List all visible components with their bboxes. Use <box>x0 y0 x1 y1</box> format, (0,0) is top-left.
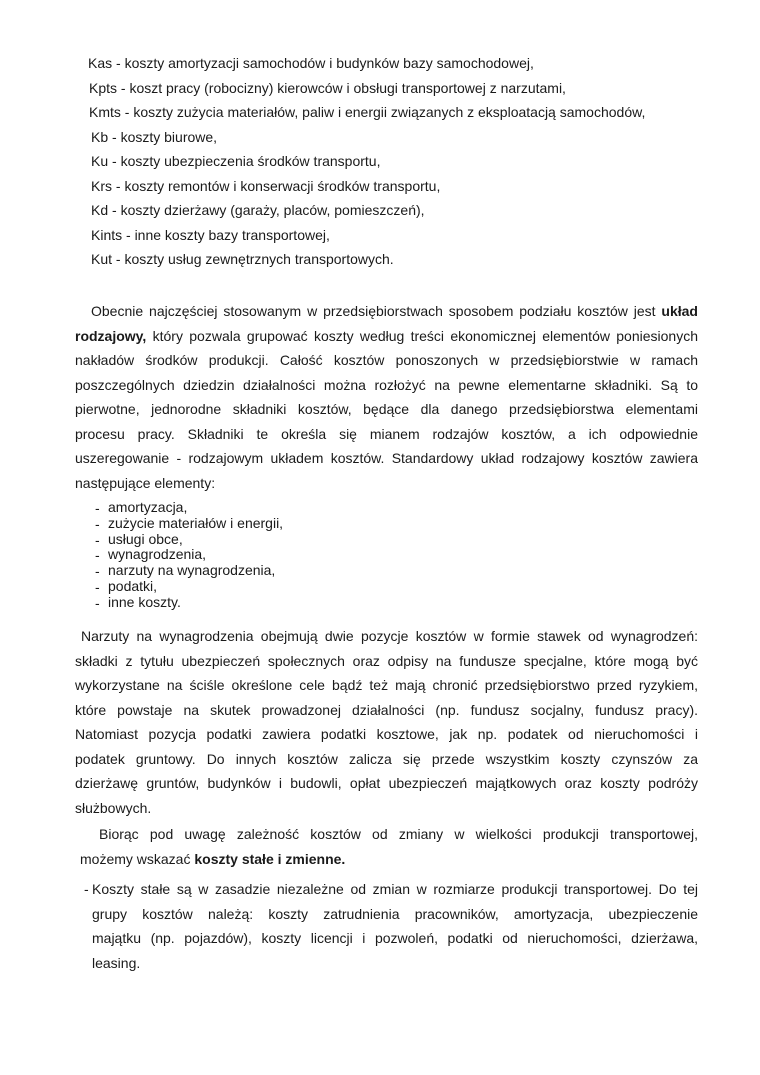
paragraph-cost-types <box>75 299 698 495</box>
bold-term: koszty stałe i zmienne. <box>194 850 346 867</box>
paragraph-line: Narzuty na wynagrodzenia obejmują dwie pozycje kosztów w formie stawek od wynagrodzeń: <box>81 628 698 644</box>
paragraph-line: procesu pracy. Składniki te określa się mianem rodzajów kosztów, a ich odpowiednie <box>75 425 698 442</box>
list-item: Krs - koszty remontów i konserwacji środków transportu, <box>91 177 441 194</box>
paragraph-line: nakładów środków produkcji. Całość kosztów ponoszonych w przedsiębiorstwie w ramach <box>75 352 698 368</box>
paragraph-line: następujące elementy: <box>75 474 216 491</box>
list-item: - narzuty na wynagrodzenia, <box>95 563 495 579</box>
list-item-text: usługi obce, <box>108 530 183 547</box>
text: który pozwala grupować koszty według treści ekonomicznej elementów poniesionych <box>146 327 698 344</box>
cost-elements-list <box>95 500 495 611</box>
paragraph-fixed-variable <box>80 822 698 871</box>
list-item: - usługi obce, <box>95 532 495 548</box>
paragraph-line: które powstaje na skutek prowadzonej działalności (np. fundusz socjalny, fundusz pracy). <box>75 701 698 718</box>
symbol-list <box>89 51 709 272</box>
paragraph-line: służbowych. <box>75 799 152 816</box>
list-item: Kas - koszty amortyzacji samochodów i budynków bazy samochodowej, <box>88 55 534 71</box>
paragraph-surcharges <box>75 624 698 820</box>
text: możemy wskazać <box>80 850 195 867</box>
paragraph-line <box>80 847 698 872</box>
paragraph-line: dzierżawę gruntów, budynków i budowli, opłat ubezpieczeń majątkowych oraz koszty podróży <box>75 775 698 791</box>
bold-term: rodzajowy, <box>75 327 147 344</box>
list-item-text: zużycie materiałów i energii, <box>108 514 284 531</box>
paragraph-line: wykorzystane na ściśle określone cele bądź też mają chronić przedsiębiorstwo przed ryzykiem, <box>75 677 698 693</box>
fixed-costs-item <box>84 877 698 975</box>
paragraph-line: podatek gruntowy. Do innych kosztów zalicza się przede wszystkim koszty czynszów za <box>75 750 698 767</box>
list-item: - inne koszty. <box>95 595 495 611</box>
dash-bullet: - <box>84 881 89 897</box>
list-item: - amortyzacja, <box>95 500 495 516</box>
paragraph-line: Koszty stałe są w zasadzie niezależne od zmian w rozmiarze produkcji transportowej. Do tej <box>92 881 698 897</box>
paragraph-line: składki z tytułu ubezpieczeń społecznych oraz odpisy na fundusze specjalne, które mogą być <box>75 652 698 669</box>
list-item: - zużycie materiałów i energii, <box>95 516 495 532</box>
paragraph-line: grupy kosztów należą: koszty zatrudnienia pracowników, amortyzacja, ubezpieczenie <box>92 905 698 922</box>
list-item-text: amortyzacja, <box>108 499 188 515</box>
paragraph-line: Natomiast pozycja podatki zawiera podatki kosztowe, jak np. podatek od nieruchomości i <box>75 726 698 742</box>
paragraph-line: leasing. <box>92 954 141 971</box>
list-item-text: inne koszty. <box>108 593 181 610</box>
list-item: - podatki, <box>95 579 495 595</box>
paragraph-line <box>91 299 698 324</box>
paragraph-line: pierwotne, jednorodne składniki kosztów, będące dla danego przedsiębiorstwa elementami <box>75 401 698 417</box>
bold-term: układ <box>661 303 698 319</box>
list-item-text: narzuty na wynagrodzenia, <box>108 562 276 579</box>
paragraph-line <box>75 324 698 349</box>
list-item: Kb - koszty biurowe, <box>91 128 218 145</box>
list-item-text: podatki, <box>108 577 158 594</box>
list-item: Kut - koszty usług zewnętrznych transportowych. <box>91 251 394 267</box>
list-item-text: wynagrodzenia, <box>108 546 207 563</box>
paragraph-line: poszczególnych dziedzin działalności można rozłożyć na pewne elementarne składniki. Są to <box>75 376 698 393</box>
list-item: Ku - koszty ubezpieczenia środków transportu, <box>91 153 381 169</box>
list-item: Kd - koszty dzierżawy (garaży, placów, pomieszczeń), <box>91 202 425 218</box>
paragraph-line: Biorąc pod uwagę zależność kosztów od zmiany w wielkości produkcji transportowej, <box>99 826 698 842</box>
list-item: - wynagrodzenia, <box>95 547 495 563</box>
list-item: Kmts - koszty zużycia materiałów, paliw i energii związanych z eksploatacją samochodów, <box>89 104 646 120</box>
paragraph-line: uszeregowanie - rodzajowym układem kosztów. Standardowy układ rodzajowy kosztów zawiera <box>75 450 698 466</box>
text: Obecnie najczęściej stosowanym w przedsiębiorstwach sposobem podziału kosztów jest <box>91 303 662 319</box>
list-item: Kints - inne koszty bazy transportowej, <box>91 226 330 243</box>
paragraph-line: majątku (np. pojazdów), koszty licencji i pozwoleń, podatki od nieruchomości, dzierżawa, <box>92 930 698 946</box>
list-item: Kpts - koszt pracy (robocizny) kierowców i obsługi transportowej z narzutami, <box>89 79 566 96</box>
